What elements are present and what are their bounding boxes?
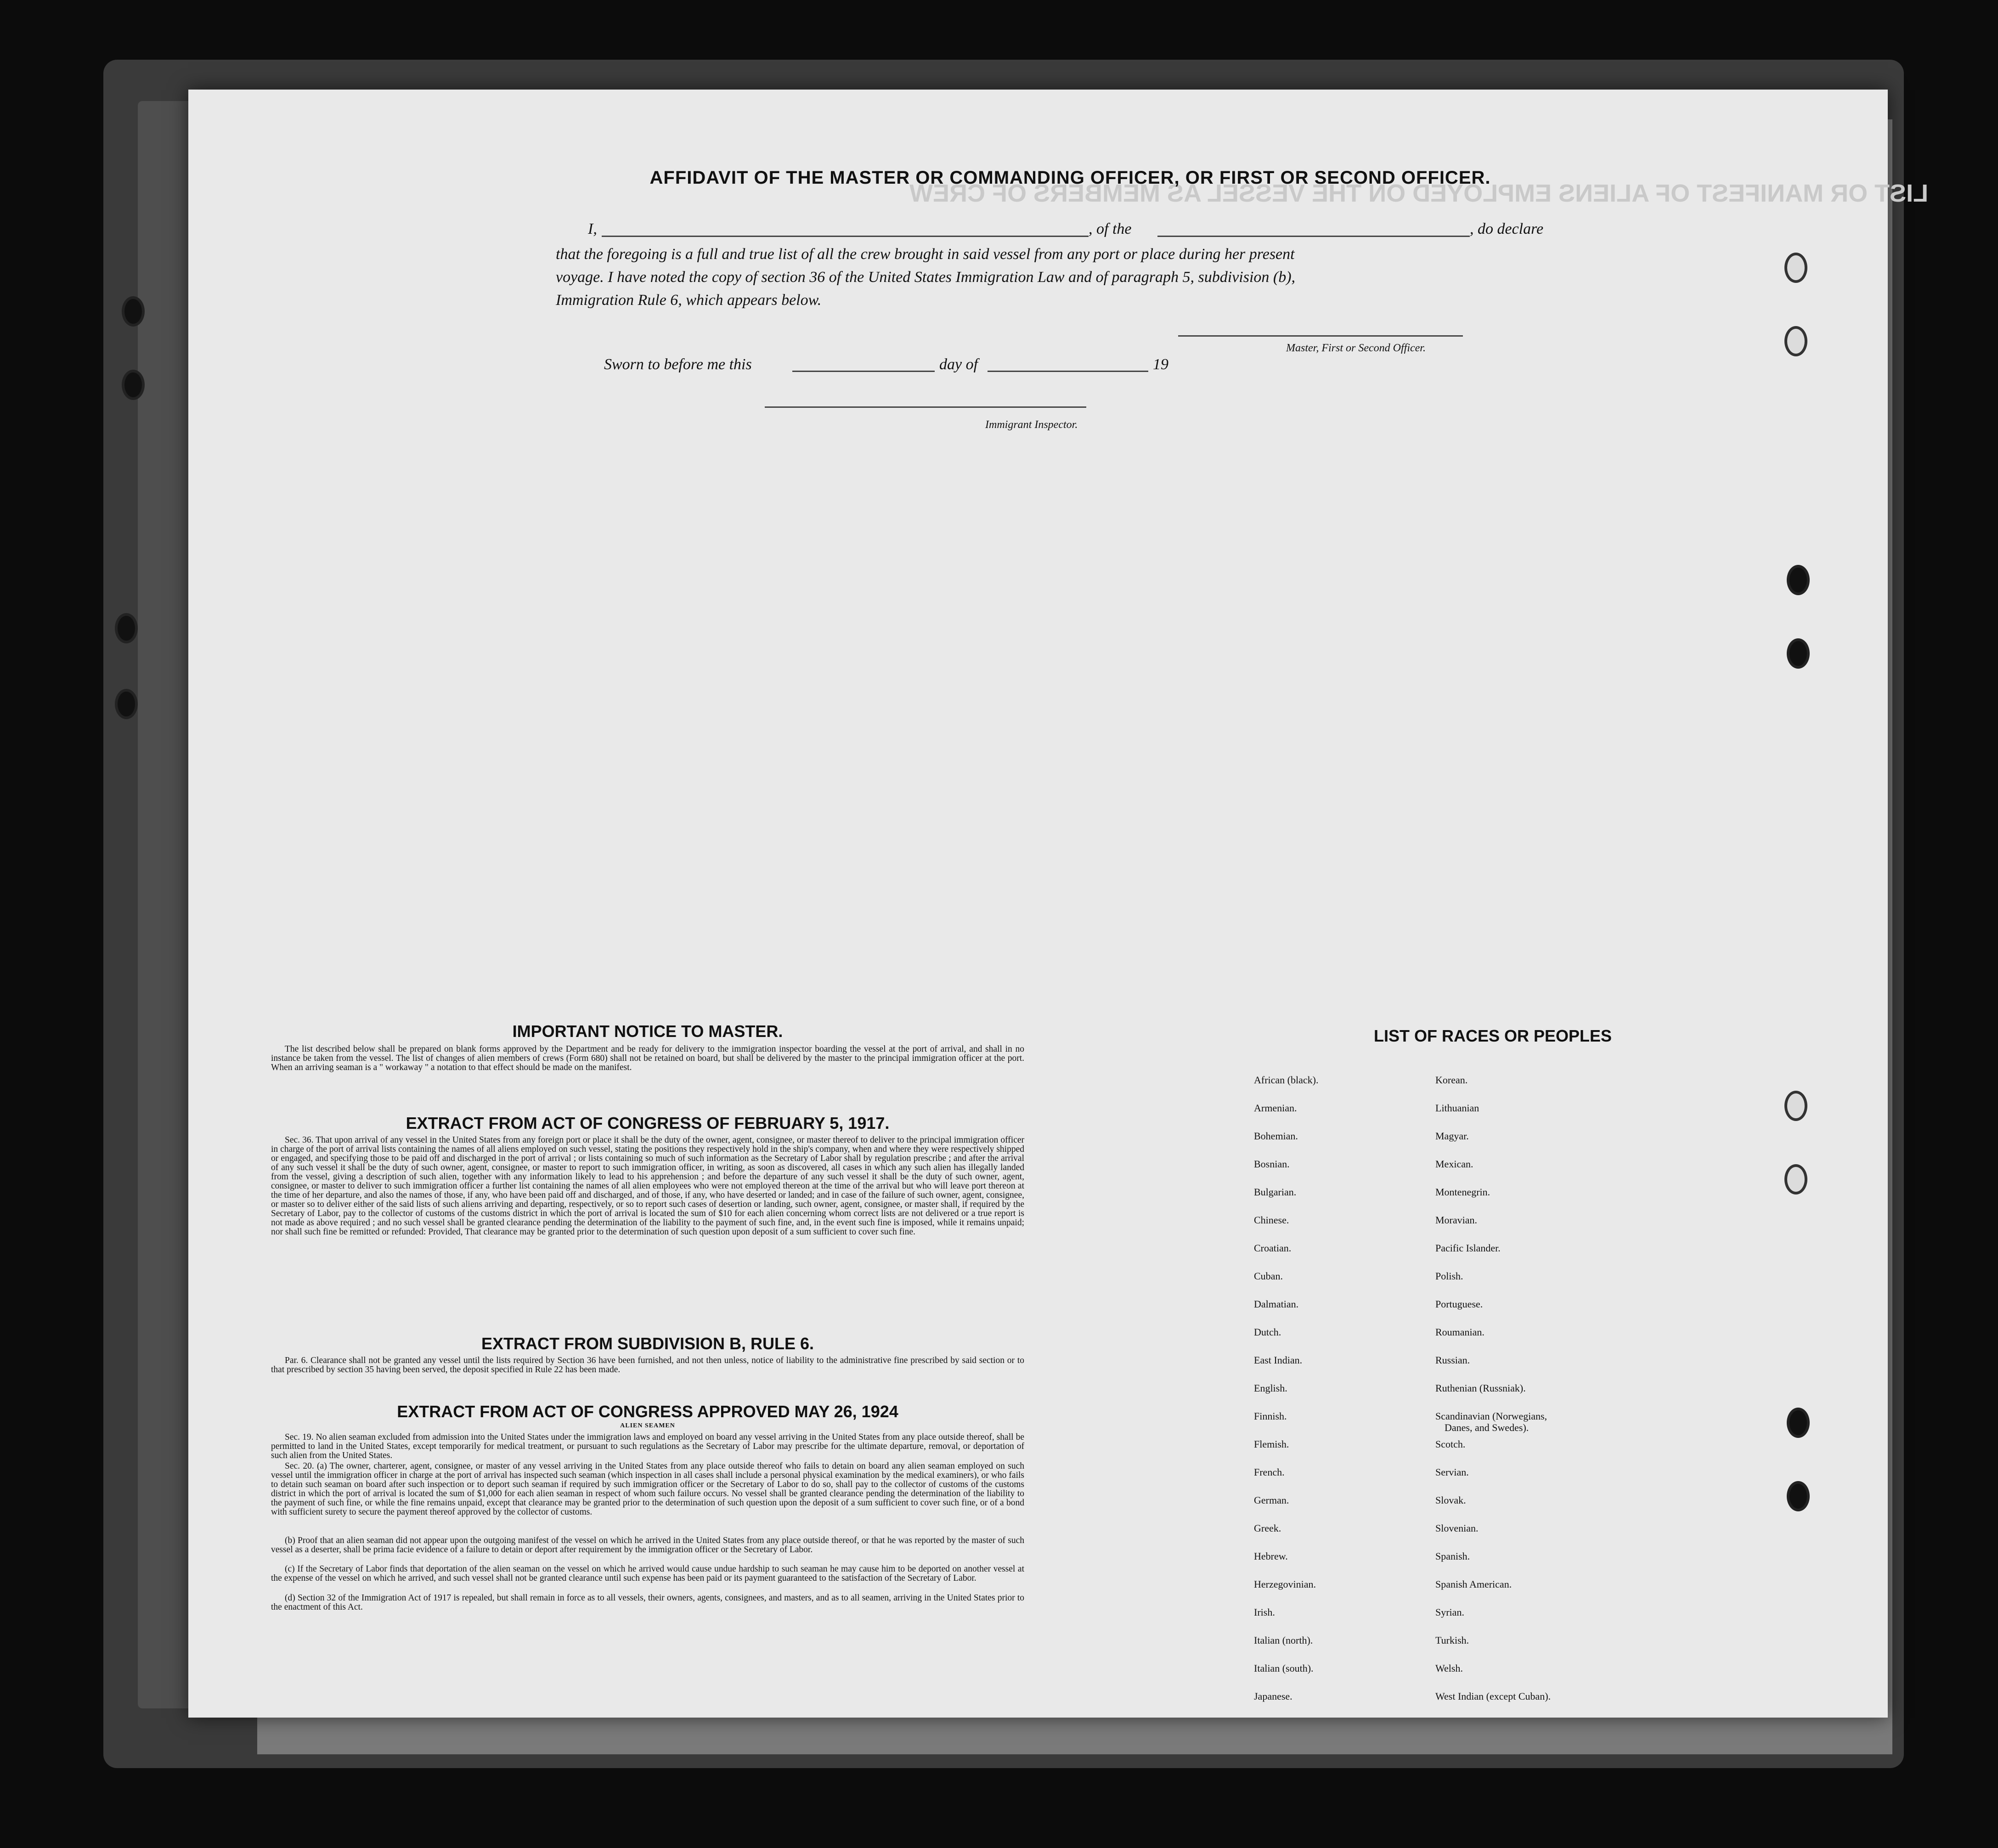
sec-19-text: Sec. 19. No alien seaman excluded from admission into the United States under the immigration laws and employed on board any vessel arriving in the United States from any place outside thereof, shall be permitted to land in the United States, except temporarily for medical treatment, or pursuant to such regulations as the Secretary of Labor may prescribe for the ultimate departure, removal, or deportation of such alien from the United States. (271, 1432, 1024, 1460)
affidavit-line-2: that the foregoing is a full and true list of all the crew brought in said vessel from any port or place during her present (556, 246, 1295, 263)
manifest-sheet (188, 90, 1929, 1718)
punch-hole (1787, 1481, 1810, 1511)
extract-1924-title: EXTRACT FROM ACT OF CONGRESS APPROVED MAY 26, 1924 (397, 1402, 898, 1421)
day-of-text: day of (939, 356, 978, 373)
extract-1917-title: EXTRACT FROM ACT OF CONGRESS OF FEBRUARY 5, 1917. (406, 1114, 890, 1132)
race-left: Italian (south). (1254, 1662, 1314, 1674)
race-left: Hebrew. (1254, 1550, 1288, 1562)
binder-hole (122, 370, 145, 400)
master-signature-line (1178, 335, 1463, 337)
affidavit-line-4: Immigration Rule 6, which appears below. (556, 292, 822, 309)
sworn-day-blank (792, 371, 935, 372)
race-right: Portuguese. (1435, 1298, 1483, 1310)
race-left: Croatian. (1254, 1242, 1292, 1254)
race-right: Servian. (1435, 1466, 1469, 1478)
notice-text: The list described below shall be prepared on blank forms approved by the Department and be ready for delivery to the immigration inspector boarding the vessel at the port of arrival, and shall in no instance be taken from the vessel. The list of changes of alien members of crews (Form 680) shall not be retained on board, but shall be delivered by the master to the principal immigration officer at the port. When an arriving seaman is a " workaway " a notation to that effect should be made on the manifest. (271, 1044, 1024, 1072)
inspector-caption: Immigrant Inspector. (985, 419, 1078, 431)
notice-title: IMPORTANT NOTICE TO MASTER. (512, 1022, 783, 1041)
race-right: Syrian. (1435, 1606, 1464, 1618)
punch-hole (1784, 326, 1807, 356)
race-right: Spanish American. (1435, 1578, 1512, 1590)
binder-hole (115, 689, 138, 719)
race-right: Spanish. (1435, 1550, 1470, 1562)
master-caption: Master, First or Second Officer. (1286, 342, 1426, 354)
race-left: Finnish. (1254, 1410, 1287, 1422)
race-right: Korean. (1435, 1074, 1468, 1086)
race-right: Welsh. (1435, 1662, 1463, 1674)
sworn-month-blank (988, 371, 1148, 372)
race-right: Montenegrin. (1435, 1186, 1490, 1198)
race-right: Magyar. (1435, 1130, 1469, 1142)
sworn-text: Sworn to before me this (604, 356, 752, 373)
race-left: African (black). (1254, 1074, 1319, 1086)
race-left: Dutch. (1254, 1326, 1281, 1338)
race-left: Greek. (1254, 1522, 1281, 1534)
race-right: Polish. (1435, 1270, 1463, 1282)
race-left: Armenian. (1254, 1102, 1297, 1114)
name-blank (602, 236, 1089, 237)
race-right: Danes, and Swedes). (1445, 1422, 1529, 1433)
race-left: Cuban. (1254, 1270, 1283, 1282)
race-left: English. (1254, 1382, 1287, 1394)
race-left: Dalmatian. (1254, 1298, 1299, 1310)
punch-hole (1784, 253, 1807, 283)
rule-6-text: Par. 6. Clearance shall not be granted any vessel until the lists required by Section 36 have been furnished, and not then unless, notice of liability to the administrative fine prescribed by said section or to that prescribed by section 35 having been served, the deposit specified in Rule 22 has been made. (271, 1356, 1024, 1375)
affidavit-of-the: , of the (1089, 220, 1132, 237)
punch-hole (1784, 1164, 1807, 1194)
race-left: Irish. (1254, 1606, 1275, 1618)
race-right: Ruthenian (Russniak). (1435, 1382, 1526, 1394)
affidavit-title: AFFIDAVIT OF THE MASTER OR COMMANDING OFFICER, OR FIRST OR SECOND OFFICER. (649, 168, 1491, 188)
race-left: Bulgarian. (1254, 1186, 1297, 1198)
race-left: Japanese. (1254, 1690, 1292, 1702)
race-left: Chinese. (1254, 1214, 1289, 1226)
race-left: Bohemian. (1254, 1130, 1298, 1142)
race-left: Bosnian. (1254, 1158, 1290, 1170)
affidavit-declare: , do declare (1470, 220, 1544, 237)
punch-hole (1787, 1408, 1810, 1438)
race-right: Pacific Islander. (1435, 1242, 1501, 1254)
race-right: Mexican. (1435, 1158, 1473, 1170)
punch-hole (1787, 638, 1810, 669)
bleedthrough-header: LIST OR MANIFEST OF ALIENS EMPLOYED ON THE VESSEL AS MEMBERS OF CREW (909, 180, 1929, 207)
race-right: Slovenian. (1435, 1522, 1479, 1534)
race-left: French. (1254, 1466, 1285, 1478)
extract-1917-text: Sec. 36. That upon arrival of any vessel in the United States from any foreign port or place it shall be the duty of the owner, agent, consignee, or master thereof to deliver to the principal immigration officer in charge of the port of arrival lists containing the names of all aliens employed on such vessel, stating the positions they respectively hold in the ship's company, when and where they were respectively shipped or engaged, and specifying those to be paid off and discharged in the port of arrival ; or lists containing so much of such information as the Secretary of Labor shall by regulation prescribe ; and after the arrival of any such vessel it shall be the duty of such owner, agent, consignee, or master to report to such immigration officer, in writing, as soon as discovered, all cases in which any such alien has illegally landed from the vessel, giving a description of such alien, together with any information likely to lead to his apprehension ; and before the departure of any such vessel it shall be the duty of such owner, agent, consignee, or master to deliver to such immigration officer a further list containing the names of all alien employees who were not employed thereon at the time of the arrival but who will leave port thereon at the time of her departure, and also the names of those, if any, who have been paid off and discharged, and of those, if any, who have deserted or landed; and in case of the failure of such owner, agent, consignee, or master so to deliver either of the said lists of such aliens arriving and departing, respectively, or so to report such cases of desertion or landing, such owner, agent, consignee, or master shall, if required by the Secretary of Labor, pay to the collector of customs of the customs district in which the port of arrival is located the sum of $10 for each alien concerning whom correct lists are not delivered or a true report is not made as above required ; and no such vessel shall be granted clearance pending the determination of the liability to the payment of such fine, and, in the event such fine is imposed, while it remains unpaid; nor shall such fine be remitted or refunded: Provided, That clearance may be granted prior to the determination of such question upon deposit of a sum sufficient to cover such fine. (271, 1135, 1024, 1237)
punch-hole (1784, 1091, 1807, 1121)
race-left: East Indian. (1254, 1354, 1303, 1366)
race-right: West Indian (except Cuban). (1435, 1690, 1551, 1702)
race-right: Russian. (1435, 1354, 1470, 1366)
inspector-signature-line (765, 406, 1086, 408)
race-right: Moravian. (1435, 1214, 1478, 1226)
punch-hole (1787, 565, 1810, 595)
race-right: Turkish. (1435, 1634, 1469, 1646)
binder-hole (115, 613, 138, 643)
extract-1924-subtitle: ALIEN SEAMEN (620, 1422, 675, 1429)
race-left: Flemish. (1254, 1438, 1289, 1450)
race-left: Herzegovinian. (1254, 1578, 1316, 1590)
race-right: Slovak. (1435, 1494, 1466, 1506)
race-right: Lithuanian (1435, 1102, 1479, 1114)
binder-hole (122, 296, 145, 327)
sec-20b-text: (b) Proof that an alien seaman did not appear upon the outgoing manifest of the vessel on which he arrived in the United States from any place outside thereof, or that he was reported by the master of such vessel as a deserter, shall be prima facie evidence of a failure to detain or deport after requirement by the immigration officer or the Secretary of Labor. (271, 1536, 1024, 1555)
vessel-blank (1157, 236, 1470, 237)
affidavit-line-3: voyage. I have noted the copy of section 36 of the United States Immigration Law and of paragraph 5, subdivision (b), (556, 269, 1296, 286)
races-title: LIST OF RACES OR PEOPLES (1373, 1026, 1612, 1045)
sec-20a-text: Sec. 20. (a) The owner, charterer, agent, consignee, or master of any vessel arriving in the United States from any place outside thereof who fails to detain on board any alien seaman employed on such vessel until the immigration officer in charge at the port of arrival has inspected such seaman (which inspection in all cases shall include a personal physical examination by the medical examiners), or who fails to detain such seaman on board after such inspection or to deport such seaman if required by such immigration officer or the Secretary of Labor to do so, shall pay to the collector of customs of the customs district in which the port of arrival is located the sum of $1,000 for each alien seaman in respect of whom such failure occurs. No vessel shall be granted clearance pending the determination of the liability to the payment of such fine, or while the fine remains unpaid, except that clearance may be granted prior to the determination of such question upon the deposit of a sum sufficient to cover such fine, or of a bond with sufficient surety to secure the payment thereof approved by the collector of customs. (271, 1461, 1024, 1517)
race-left: German. (1254, 1494, 1289, 1506)
race-right: Scandinavian (Norwegians, (1435, 1410, 1547, 1422)
race-right: Scotch. (1435, 1438, 1466, 1450)
rule-6-title: EXTRACT FROM SUBDIVISION B, RULE 6. (481, 1334, 814, 1353)
sec-20c-text: (c) If the Secretary of Labor finds that deportation of the alien seaman on the vessel on which he arrived would cause undue hardship to such seaman he may cause him to be deported on another vessel at the expense of the vessel on which he arrived, and such vessel shall not be granted clearance until such expense has been paid or its payment guaranteed to the satisfaction of the Secretary of Labor. (271, 1564, 1024, 1583)
sec-20d-text: (d) Section 32 of the Immigration Act of 1917 is repealed, but shall remain in force as to all vessels, their owners, agents, consignees, and masters, and as to all seamen, arriving in the United States prior to the enactment of this Act. (271, 1593, 1024, 1612)
race-left: Italian (north). (1254, 1634, 1313, 1646)
race-right: Roumanian. (1435, 1326, 1484, 1338)
year-prefix: 19 (1153, 356, 1168, 373)
affidavit-i: I, (588, 220, 597, 237)
